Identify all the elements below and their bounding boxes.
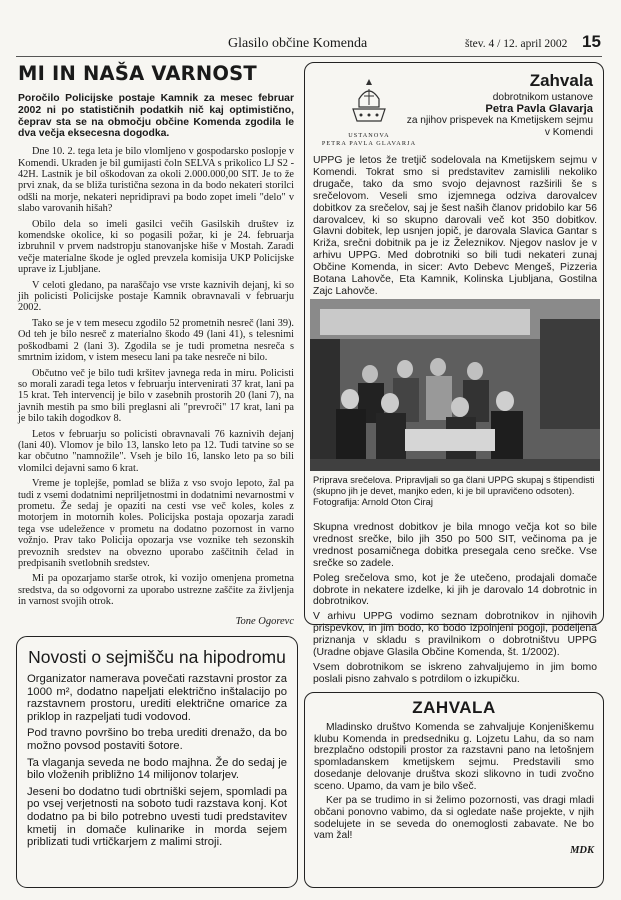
- photo-caption: Priprava srečelova. Pripravljali so ga člani UPPG skupaj s štipendisti (skupno jih je devet, manjko eden, ki je bil upravičeno odsoten). Fotografija: Arnold Oton Ciraj: [313, 475, 595, 507]
- thanks-paragraph: Vsem dobrotnikom se iskreno zahvaljujemo in jim bomo poslali pisno zahvalo s potrdilom o izkupičku.: [313, 661, 597, 685]
- news-paragraph: Jeseni bo dodatno tudi obrtniški sejem, spomladi pa po vsej verjetnosti na soboto tudi razstava konj. Kot dodatno pa bi bilo potrebno uvesti tudi predstavitev kmetij in domače kulinarike in morda sejem priblizati tudi vrtičkarjem z malimi stroji.: [27, 785, 287, 849]
- lottery-photo: [310, 299, 600, 471]
- youth-thanks-signature: MDK: [570, 845, 594, 857]
- foundation-thanks-box: [304, 62, 604, 685]
- bishop-crest-icon: [345, 77, 393, 127]
- thanks-paragraph: UPPG je letos že tretjič sodelovala na Kmetijskem sejmu v Komendi. Tokrat smo si predstavitev zamislili nekoliko drugače, tako da smo svojo dejavnost razširili še s srečelovom. Veseli smo izjemnega odziva darovalcev dobitkov za srečelov, saj je šest naših članov pridobilo kar 56 darovalcev, ki so skupno darovali več kot 350 dobitkov. Glavni dobitek, lep usnjen jopič, je darovala Slavica Gantar s Križa, srečni dobitnik pa je iz Železnikov. Njegov naslov je v arhivu UPPG. Med dobrotniki so bili tudi nekateri zunaj Občine Komenda, in sicer: Avto Debevc Mengeš, Pizzeria Botana Lahovče, Eta Kamnik, Kolinska Ljubljana, Gostilna Zajc Lahovče.: [313, 155, 597, 297]
- youth-thanks-paragraph: Ker pa se trudimo in si želimo pozornosti, vas dragi mladi občani ponovno vabimo, da si ogledate naše projekte, v njih sodelujete in se seveda do onemoglosti zabavate. Ne bo vam žal!: [314, 795, 594, 842]
- logo-text-line: PETRA PAVLA GLAVARJA: [321, 140, 417, 147]
- article-title: MI IN NAŠA VARNOST: [18, 62, 257, 85]
- thanks-title: Zahvala: [529, 71, 593, 90]
- youth-thanks-title: ZAHVALA: [412, 698, 496, 717]
- article-paragraph: Mi pa opozarjamo starše otrok, ki vozijo omenjena prometna sredstva, da so odgovorni za uporabo ustrezne zaščite za življenja in varnost svojih otrok.: [18, 573, 294, 608]
- news-paragraph: Ta vlaganja seveda ne bodo majhna. Že do sedaj je bilo vloženih približno 14 milijonov tolarjev.: [27, 756, 287, 782]
- news-paragraph: Organizator namerava povečati razstavni prostor za 1000 m², dodatno napeljati električno inštalacijo po razstavnem prostoru, urediti električne omarice za priklop in razpeljati tudi vodovod.: [27, 673, 287, 723]
- article-paragraph: Letos v februarju so policisti obravnavali 76 kaznivih dejanj (lani 40). Vlomov je bilo 13, lansko leto pa 12. Tudi tatvine so se kar občutno "namnožile". Vseh je bilo 16, lansko leto pa so bili vlomilci dejavni samo 6 krat.: [18, 428, 294, 474]
- thanks-heading: [403, 71, 593, 139]
- article-paragraph: Tako se je v tem mesecu zgodilo 52 prometnih nesreč (lani 39). Od teh je bilo nesreč z materialno škodo 49 (lani 41), s telesnimi poškodbami 2 (lani 3). Zgodila se je tudi prometna nesreča s smrtnim izidom, v istem mesecu lani pa take nesreče ni bilo.: [18, 317, 294, 364]
- fairground-news-box: [16, 636, 298, 888]
- group-photo-image: [310, 299, 600, 471]
- logo-text-line: USTANOVA: [348, 132, 390, 139]
- youth-thanks-box: [304, 692, 604, 888]
- article-author: Tone Ogorevc: [235, 615, 294, 627]
- page-number: 15: [582, 32, 601, 51]
- youth-thanks-paragraph: Mladinsko društvo Komenda se zahvaljuje Konjeniškemu klubu Komenda in predsedniku g. Lojzetu Lahu, da so nam brezplačno odstopili prostor za razstavni pano na letošnjem spomladanskem kmetijskem sejmu. Predstavili smo dosedanje delovanje društva skozi slikovno in tudi zvočno sceno. Upamo, da vam je bilo všeč.: [314, 722, 594, 792]
- article-paragraph: Občutno več je bilo tudi kršitev javnega reda in miru. Policisti so morali zaradi tega letos v februarju intervenirati 37 krat, lani pa 15 krat. Teh intervencij je bilo v zasebnih prostorih 20 (lani 7), na javnih mestih pa smo bili preglasni ali "prevroči" 17 krat, lani pa je bilo takih dogodkov 8.: [18, 367, 294, 425]
- thanks-subline: za njihov prispevek na Kmetijskem sejmu v Komendi: [406, 115, 593, 138]
- thanks-body-bottom: [313, 522, 597, 689]
- thanks-paragraph: V arhivu UPPG vodimo seznam dobrotnikov in njihovih prispevkov, in jim bodo, ko bodo izpolnjeni pogoji, podeljena priznanja v skladu s pravilnikom o dobrotništvu UPPG (Uradne objave Glasila Občine Komenda, št. 1/2002).: [313, 611, 597, 659]
- thanks-paragraph: Skupna vrednost dobitkov je bila mnogo večja kot so bile vrednost srečke, bilo jih 350 po 500 SIT, večinoma pa je vrednost posamičnega dobitka presegala ceno srečke. Vse srečke so zadele.: [313, 522, 597, 569]
- article-lead: Poročilo Policijske postaje Kamnik za mesec februar 2002 ni po statističnih podatkih nič kaj optimistično, čeprav sta se na območju občine Komenda zgodila le dva večja eksecesna dogodka.: [18, 93, 294, 140]
- thanks-subtitle: dobrotnikom ustanove: [492, 92, 593, 103]
- header-divider: [16, 56, 602, 57]
- issue-info: štev. 4 / 12. april 2002: [465, 38, 568, 50]
- thanks-paragraph: Poleg srečelova smo, kot je že utečeno, prodajali domače dobrote in nekatere izdelke, ki jih je darovalo 14 dobrotnic in dobrotnikov.: [313, 572, 597, 608]
- article-paragraph: Obilo dela so imeli gasilci večih Gasilskih društev iz komendske okolice, ki so pogasili požar, ki je 24. februarja izbruhnil v prvem nadstropju stanovanjske hiše v Mostah. Zaradi večje materialne škode je ogled prevzela komisija UKP Policijske uprave iz Ljubljane.: [18, 218, 294, 276]
- article-paragraph: V celoti gledano, pa naraščajo vse vrste kaznivih dejanj, ki so jih policisti Policijske postaje Kamnik obravnavali v februarju 2002.: [18, 279, 294, 314]
- foundation-name: Petra Pavla Glavarja: [485, 103, 593, 115]
- newspaper-title: Glasilo občine Komenda: [228, 36, 368, 51]
- news-paragraph: Pod travno površino bo treba urediti drenažo, da bo možno povsod postaviti šotore.: [27, 727, 287, 752]
- news-box-title: Novosti o sejmišču na hipodromu: [28, 647, 286, 667]
- security-article: [18, 62, 294, 627]
- thanks-body-top: [313, 155, 597, 301]
- article-paragraph: Dne 10. 2. tega leta je bilo vlomljeno v gospodarsko poslopje v Komendi. Ukraden je bil gumijasti čoln SELVA s prikolico LJ S2 - 42H. Lastnik je bil oškodovan za okoli 2.000.000,00 SIT. Je to že prvi znak, da se bliža turistična sezona in da bodo nekateri storilci odšli na morje, nekateri nepridipravi pa bodo zopet imeli "delo" v slabo varovanih hišah?: [18, 146, 294, 215]
- article-paragraph: Vreme je toplejše, pomlad se bliža z vso svojo lepoto, žal pa tudi z vsemi dodatnimi nepriljetnostmi in dodatnimi nevarnostmi v prometu. Že sedaj je opaziti na cesti vse več koles, koles z motorjem in motornih koles. Policijska postaja opozarja zaradi tega vse udeležence v prometu na dodatno pozornost in varno vožnjo. Prav tako Policija opozarja vse voznike teh sezonskih prevoznih sredstev na obvezno uporabo zaščitnih čelad in predpisanih svetlobnih sredstev.: [18, 478, 294, 569]
